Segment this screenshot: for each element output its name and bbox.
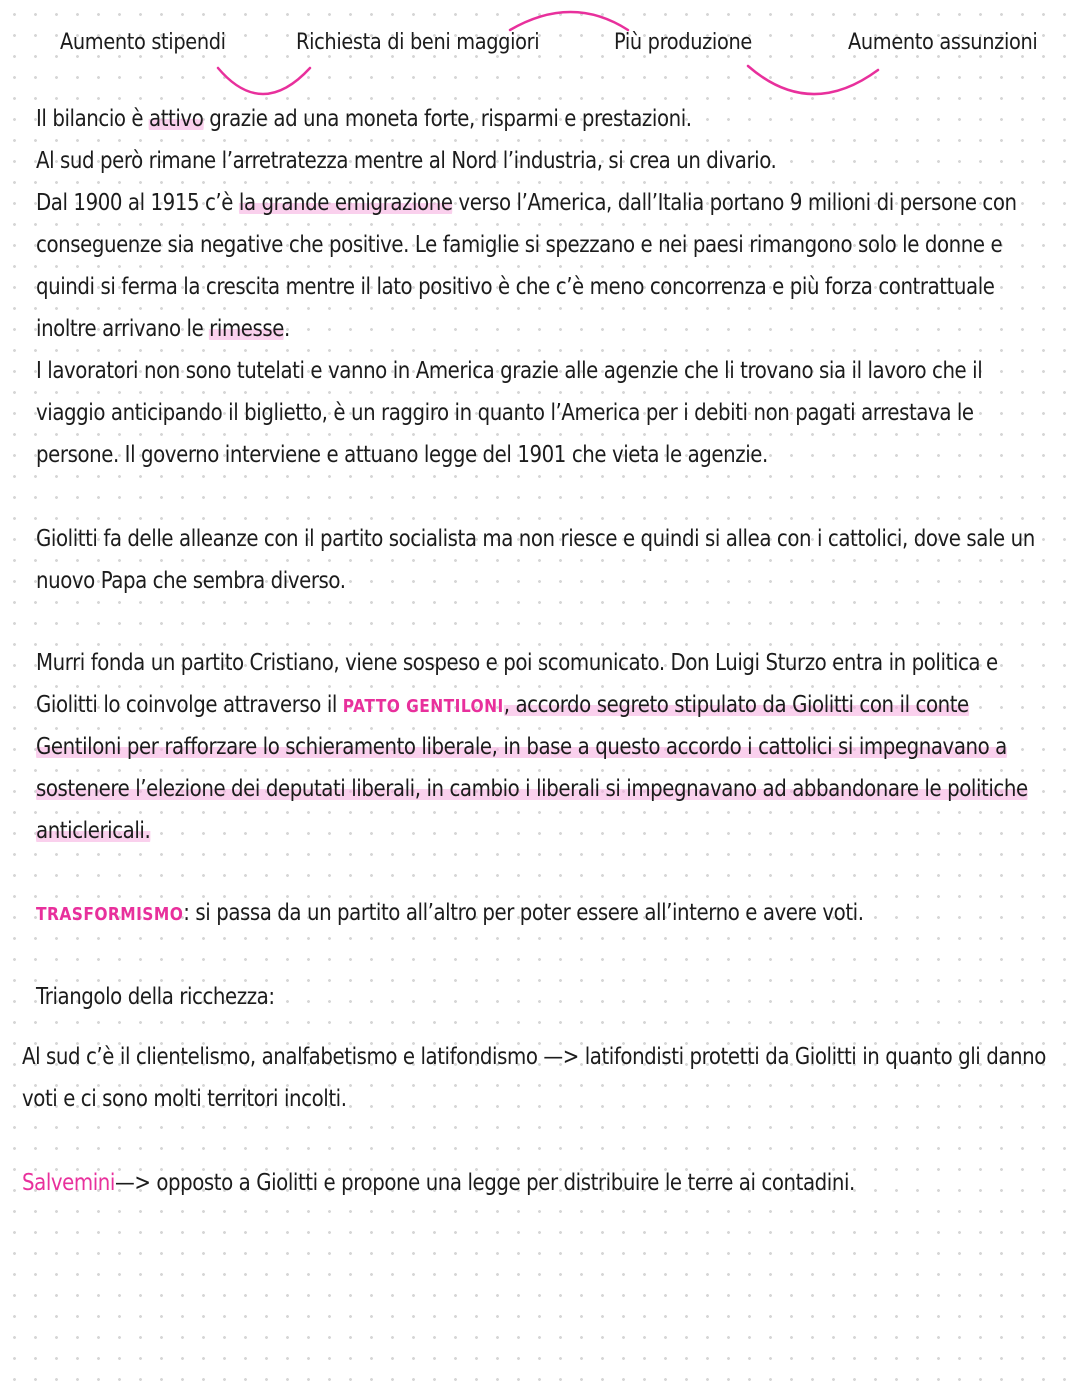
flow-item-richiesta-beni: Richiesta di beni maggiori (296, 30, 540, 55)
keyword-trasformismo: TRASFORMISMO (36, 904, 184, 925)
text-line: persone. Il governo interviene e attuano legge del 1901 che vieta le agenzie. (36, 442, 768, 468)
arc-2-3 (510, 12, 628, 30)
text-line (36, 732, 1007, 762)
highlight: anticlericali. (36, 818, 151, 844)
flow-item-aumento-stipendi: Aumento stipendi (60, 30, 226, 55)
highlight: la grande emigrazione (238, 190, 453, 216)
text-line: quindi si ferma la crescita mentre il lato positivo è che c’è meno concorrenza e più forza contrattuale (36, 274, 995, 300)
text-line: I lavoratori non sono tutelati e vanno in America grazie alle agenzie che li trovano sia il lavoro che il (36, 358, 983, 384)
text-line: Giolitti fa delle alleanze con il partito socialista ma non riesce e quindi si allea con i cattolici, dove sale un (36, 526, 1035, 552)
flow-item-aumento-assunzioni: Aumento assunzioni (848, 30, 1038, 55)
highlight: , accordo segreto stipulato da Giolitti con il conte (503, 692, 969, 718)
section-title: Triangolo della ricchezza: (36, 984, 275, 1010)
text-line: Giolitti lo coinvolge attraverso il PATTO GENTILONI, accordo segreto stipulato da Giolitti con il conte (36, 692, 969, 718)
highlight: Gentiloni per rafforzare lo schieramento liberale, in base a questo accordo i cattolici si impegnavano a (36, 734, 1007, 760)
text-line (36, 774, 1028, 804)
text-line: viaggio anticipando il biglietto, è un raggiro in quanto l’America per i debiti non pagati arrestava le (36, 400, 974, 426)
text-line: voti e ci sono molti territori incolti. (22, 1086, 347, 1112)
text-line: Al sud però rimane l’arretratezza mentre al Nord l’industria, si crea un divario. (36, 148, 777, 174)
keyword-patto-gentiloni: PATTO GENTILONI (342, 696, 504, 717)
text-line: conseguenze sia negative che positive. Le famiglie si spezzano e nei paesi rimangono solo le donne e (36, 232, 1003, 258)
text-line: nuovo Papa che sembra diverso. (36, 568, 346, 594)
highlight: attivo (149, 106, 204, 132)
text-line: Dal 1900 al 1915 c’è la grande emigrazione verso l’America, dall’Italia portano 9 milioni di persone con (36, 190, 1017, 216)
name-salvemini: Salvemini (22, 1170, 115, 1196)
flow-item-piu-produzione: Più produzione (614, 30, 752, 55)
arc-1-2 (218, 68, 310, 94)
text-line (36, 816, 150, 846)
flow-arrows (0, 0, 1080, 120)
highlight: rimesse (209, 316, 285, 342)
text-line: Al sud c’è il clientelismo, analfabetismo e latifondismo —> latifondisti protetti da Giolitti in quanto gli danno (22, 1044, 1046, 1070)
text-line: Salvemini—> opposto a Giolitti e propone una legge per distribuire le terre ai contadini. (22, 1170, 855, 1196)
highlight: sostenere l’elezione dei deputati liberali, in cambio i liberali si impegnavano ad abbandonare le politiche (36, 776, 1028, 802)
text-line: Murri fonda un partito Cristiano, viene sospeso e poi scomunicato. Don Luigi Sturzo entra in politica e (36, 650, 998, 676)
text-line: inoltre arrivano le rimesse. (36, 316, 290, 342)
text-line: Il bilancio è attivo grazie ad una moneta forte, risparmi e prestazioni. (36, 106, 692, 132)
arc-3-4 (748, 66, 878, 94)
text-line: TRASFORMISMO: si passa da un partito all’altro per poter essere all’interno e avere voti. (36, 900, 864, 926)
